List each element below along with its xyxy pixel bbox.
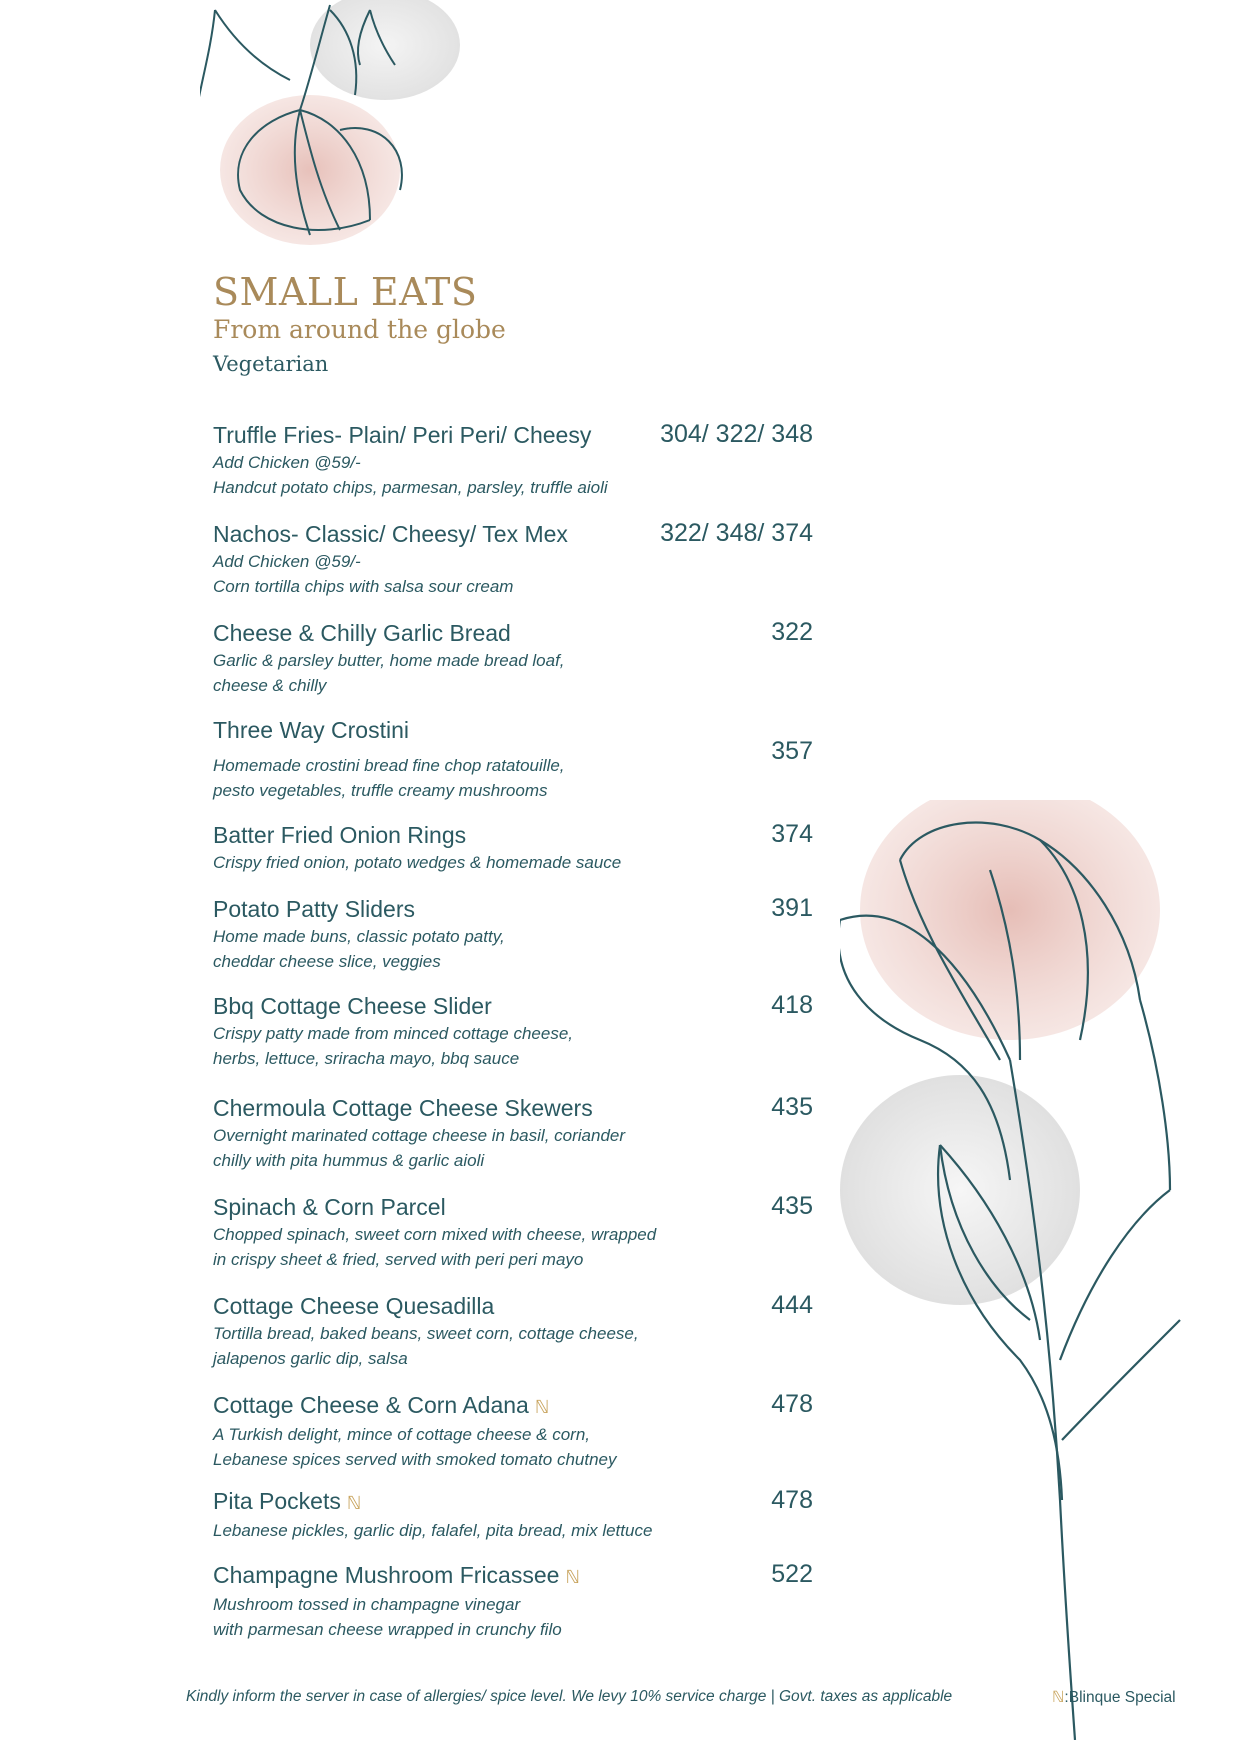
item-desc: cheese & chilly bbox=[213, 676, 327, 695]
item-price: 391 bbox=[771, 894, 813, 922]
item-price: 435 bbox=[771, 1192, 813, 1220]
item-name: Potato Patty Sliders bbox=[213, 896, 415, 922]
menu-item bbox=[213, 1192, 813, 1272]
menu-item bbox=[213, 1560, 813, 1642]
menu-item bbox=[213, 820, 813, 875]
item-name-row bbox=[213, 1390, 813, 1422]
item-desc: Chopped spinach, sweet corn mixed with cheese, wrapped bbox=[213, 1225, 657, 1244]
menu-item bbox=[213, 991, 813, 1071]
item-desc: A Turkish delight, mince of cottage cheese & corn, bbox=[213, 1425, 591, 1444]
legend-label: :Blinque Special bbox=[1064, 1689, 1176, 1706]
menu-item bbox=[213, 1486, 813, 1543]
item-desc: Crispy fried onion, potato wedges & homemade sauce bbox=[213, 853, 622, 872]
floral-illustration-right bbox=[840, 800, 1241, 1740]
page-title: SMALL EATS bbox=[213, 270, 478, 314]
item-name: Chermoula Cottage Cheese Skewers bbox=[213, 1095, 593, 1121]
menu-item bbox=[213, 519, 813, 599]
item-name: Truffle Fries- Plain/ Peri Peri/ Cheesy bbox=[213, 422, 592, 448]
item-desc: Overnight marinated cottage cheese in basil, coriander bbox=[213, 1126, 626, 1145]
item-desc: Mushroom tossed in champagne vinegar bbox=[213, 1595, 521, 1614]
item-desc: Add Chicken @59/- bbox=[213, 453, 361, 472]
item-price: 374 bbox=[771, 820, 813, 848]
blinque-special-icon: ℕ bbox=[565, 1567, 580, 1587]
item-price: 444 bbox=[771, 1291, 813, 1319]
item-name: Pita Pockets bbox=[213, 1488, 341, 1514]
item-desc: chilly with pita hummus & garlic aioli bbox=[213, 1151, 485, 1170]
footer-note: Kindly inform the server in case of allergies/ spice level. We levy 10% service charge | Govt. taxes as applicable bbox=[186, 1688, 953, 1705]
item-desc: jalapenos garlic dip, salsa bbox=[213, 1349, 408, 1368]
item-desc: Add Chicken @59/- bbox=[213, 552, 361, 571]
menu-item bbox=[213, 1390, 813, 1472]
item-name: Bbq Cottage Cheese Slider bbox=[213, 993, 492, 1019]
item-desc: Lebanese spices served with smoked tomato chutney bbox=[213, 1450, 617, 1469]
menu-item bbox=[213, 420, 813, 500]
item-desc: Lebanese pickles, garlic dip, falafel, pita bread, mix lettuce bbox=[213, 1521, 653, 1540]
item-name: Cheese & Chilly Garlic Bread bbox=[213, 620, 511, 646]
item-name-row bbox=[213, 1560, 813, 1592]
blinque-special-icon: ℕ bbox=[534, 1397, 550, 1417]
item-desc: cheddar cheese slice, veggies bbox=[213, 952, 441, 971]
menu-item bbox=[213, 1093, 813, 1173]
floral-illustration-top bbox=[200, 0, 520, 260]
special-legend bbox=[1052, 1688, 1176, 1707]
item-desc: with parmesan cheese wrapped in crunchy filo bbox=[213, 1620, 562, 1639]
item-price: 478 bbox=[771, 1390, 813, 1418]
item-price: 418 bbox=[771, 991, 813, 1019]
menu-item bbox=[213, 715, 813, 803]
item-desc: Tortilla bread, baked beans, sweet corn, cottage cheese, bbox=[213, 1324, 639, 1343]
menu-item bbox=[213, 618, 813, 698]
item-price: 322/ 348/ 374 bbox=[660, 519, 813, 547]
item-name: Batter Fried Onion Rings bbox=[213, 822, 467, 848]
blinque-special-icon: ℕ bbox=[1052, 1689, 1065, 1706]
item-desc: in crispy sheet & fried, served with peri peri mayo bbox=[213, 1250, 584, 1269]
item-price: 304/ 322/ 348 bbox=[660, 420, 813, 448]
item-price: 357 bbox=[771, 737, 813, 765]
item-name: Cottage Cheese & Corn Adana bbox=[213, 1392, 529, 1418]
item-price: 322 bbox=[771, 618, 813, 646]
item-price: 478 bbox=[771, 1486, 813, 1514]
item-name: Champagne Mushroom Fricassee bbox=[213, 1562, 560, 1588]
blinque-special-icon: ℕ bbox=[346, 1493, 362, 1513]
item-name: Three Way Crostini bbox=[213, 717, 409, 743]
item-desc: Corn tortilla chips with salsa sour cream bbox=[213, 577, 514, 596]
category-label: Vegetarian bbox=[213, 352, 329, 376]
item-desc: Homemade crostini bread fine chop ratatouille, bbox=[213, 756, 565, 775]
menu-item bbox=[213, 894, 813, 974]
item-desc: Crispy patty made from minced cottage cheese, bbox=[213, 1024, 573, 1043]
item-desc: Handcut potato chips, parmesan, parsley, truffle aioli bbox=[213, 478, 608, 497]
item-desc: pesto vegetables, truffle creamy mushrooms bbox=[213, 781, 548, 800]
item-name-row bbox=[213, 1486, 813, 1518]
item-name: Cottage Cheese Quesadilla bbox=[213, 1293, 495, 1319]
item-price: 522 bbox=[771, 1560, 813, 1588]
item-desc: herbs, lettuce, sriracha mayo, bbq sauce bbox=[213, 1049, 520, 1068]
item-name: Nachos- Classic/ Cheesy/ Tex Mex bbox=[213, 521, 568, 547]
item-name: Spinach & Corn Parcel bbox=[213, 1194, 446, 1220]
page-subtitle: From around the globe bbox=[213, 315, 506, 344]
menu-item bbox=[213, 1291, 813, 1371]
item-desc: Garlic & parsley butter, home made bread loaf, bbox=[213, 651, 565, 670]
item-price: 435 bbox=[771, 1093, 813, 1121]
item-desc: Home made buns, classic potato patty, bbox=[213, 927, 505, 946]
